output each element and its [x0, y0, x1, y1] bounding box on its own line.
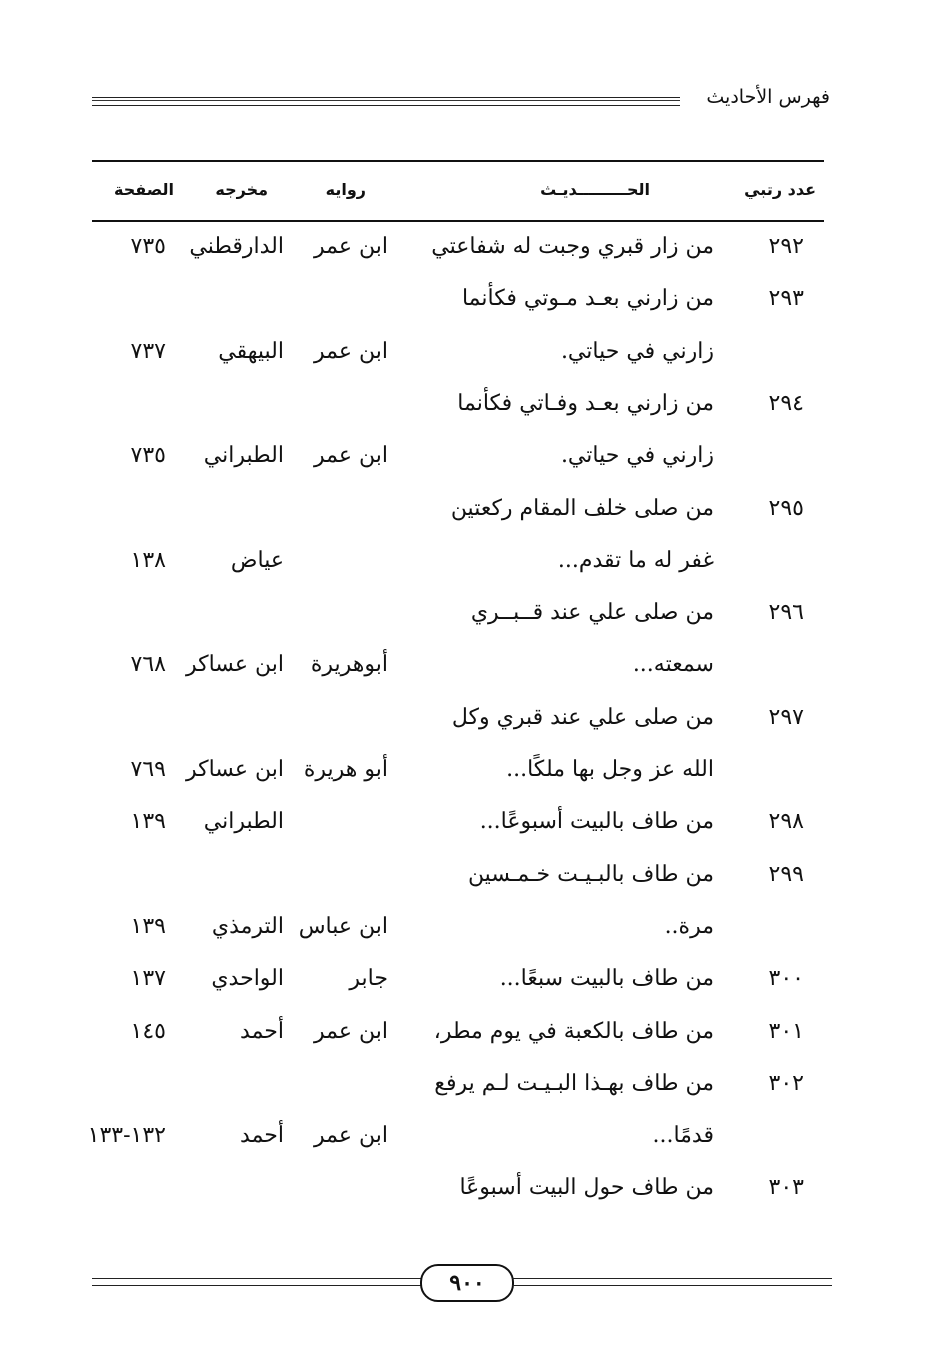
column-header-source: مخرجه	[215, 180, 268, 199]
table-header-rule	[92, 220, 824, 222]
page-cell: ٧٣٥	[130, 443, 166, 469]
narrator-cell: جابر	[349, 966, 388, 992]
page-cell: ١٣٩	[130, 913, 166, 939]
hadith-text-line: من طاف بهـذا البـيـت لـم يرفع	[434, 1070, 714, 1096]
footer-rule-left	[92, 1278, 422, 1286]
hadith-text-line: من زارني بعـد وفـاتي فكأنما	[457, 390, 714, 416]
source-cell: عياض	[230, 547, 284, 573]
source-cell: الطبراني	[203, 809, 284, 835]
narrator-cell: أبو هريرة	[303, 757, 388, 782]
hadith-text-line: من زارني بعـد مـوتي فكأنما	[461, 286, 714, 312]
page-cell: ٧٣٧	[130, 338, 166, 364]
page-cell: ١٣٧	[130, 966, 166, 992]
narrator-cell: ابن عمر	[314, 1018, 388, 1044]
hadith-text-line: من طاف حول البيت أسبوعًا	[459, 1175, 714, 1201]
entry-number: ٣٠١	[768, 1018, 804, 1044]
running-head-title: فهرس الأحاديث	[706, 86, 830, 108]
hadith-text-line: زارني في حياتي.	[560, 338, 714, 364]
hadith-text-line: زارني في حياتي.	[560, 443, 714, 469]
column-header-narrator: روايه	[325, 180, 366, 199]
entry-number: ٣٠٢	[768, 1070, 804, 1096]
hadith-text-line: من صلى خلف المقام ركعتين	[450, 495, 714, 521]
entry-number: ٢٩٥	[768, 495, 804, 521]
hadith-text-line: الله عز وجل بها ملكًا...	[506, 757, 714, 782]
hadith-text-line: من طاف بالبيت أسبوعًا...	[479, 809, 714, 835]
source-cell: ابن عساكر	[185, 652, 284, 678]
entry-number: ٢٩٣	[768, 286, 804, 312]
source-cell: أحمد	[240, 1123, 284, 1149]
table-top-rule	[92, 160, 824, 162]
entry-number: ٢٩٨	[768, 809, 804, 835]
hadith-text-line: من طاف بالبـيـت خـمـسين	[467, 861, 714, 887]
column-header-page: الصفحة	[113, 180, 174, 199]
hadith-text-line: من طاف بالبيت سبعًا...	[499, 966, 714, 992]
column-header-number: عدد رتبي	[744, 180, 816, 199]
page-cell: ١٣٩	[130, 809, 166, 835]
page-cell: ١٣٨	[130, 547, 166, 573]
entry-number: ٢٩٤	[768, 390, 804, 416]
page-cell: ٧٦٨	[130, 652, 166, 678]
hadith-text-line: من صلى علي عند قبري وكل	[451, 704, 714, 730]
source-cell: البيهقي	[218, 338, 284, 364]
page-cell: ١٣٢-١٣٣	[87, 1123, 166, 1149]
narrator-cell: ابن عمر	[314, 338, 388, 364]
entry-number: ٢٩٩	[768, 861, 804, 887]
footer-rule-right	[512, 1278, 832, 1286]
narrator-cell: ابن عمر	[314, 234, 388, 259]
entry-number: ٢٩٢	[768, 234, 804, 259]
entry-number: ٣٠٠	[768, 966, 804, 992]
source-cell: أحمد	[240, 1018, 284, 1044]
page-footer	[92, 1264, 832, 1304]
source-cell: الواحدي	[211, 966, 284, 992]
narrator-cell: ابن عباس	[298, 913, 388, 939]
column-header-hadith: الحـــــــــديـث	[540, 180, 650, 199]
hadith-text-line: قدمًا...	[652, 1123, 714, 1149]
hadith-text-line: غفر له ما تقدم...	[557, 547, 714, 573]
source-cell: الطبراني	[203, 443, 284, 469]
hadith-text-line: من زار قبري وجبت له شفاعتي	[431, 234, 714, 259]
page-number: ٩٠٠	[420, 1264, 514, 1302]
page-cell: ١٤٥	[130, 1018, 166, 1044]
hadith-text-line: من طاف بالكعبة في يوم مطر،	[433, 1018, 714, 1044]
hadith-text-line: سمعته...	[632, 652, 714, 678]
entry-number: ٣٠٣	[768, 1175, 804, 1201]
entry-number: ٢٩٧	[768, 704, 804, 730]
narrator-cell: ابن عمر	[314, 1123, 388, 1149]
hadith-text-line: مرة..	[664, 913, 714, 939]
narrator-cell: أبوهريرة	[310, 652, 388, 678]
running-head-rule	[92, 97, 680, 106]
entry-number: ٢٩٦	[768, 600, 804, 626]
hadith-text-line: من صلى علي عند قــبــري	[470, 600, 714, 626]
page-cell: ٧٣٥	[130, 234, 166, 259]
running-head	[92, 86, 830, 116]
page-cell: ٧٦٩	[130, 757, 166, 782]
source-cell: الدارقطني	[189, 234, 284, 259]
narrator-cell: ابن عمر	[314, 443, 388, 469]
source-cell: ابن عساكر	[185, 757, 284, 782]
source-cell: الترمذي	[211, 913, 284, 939]
